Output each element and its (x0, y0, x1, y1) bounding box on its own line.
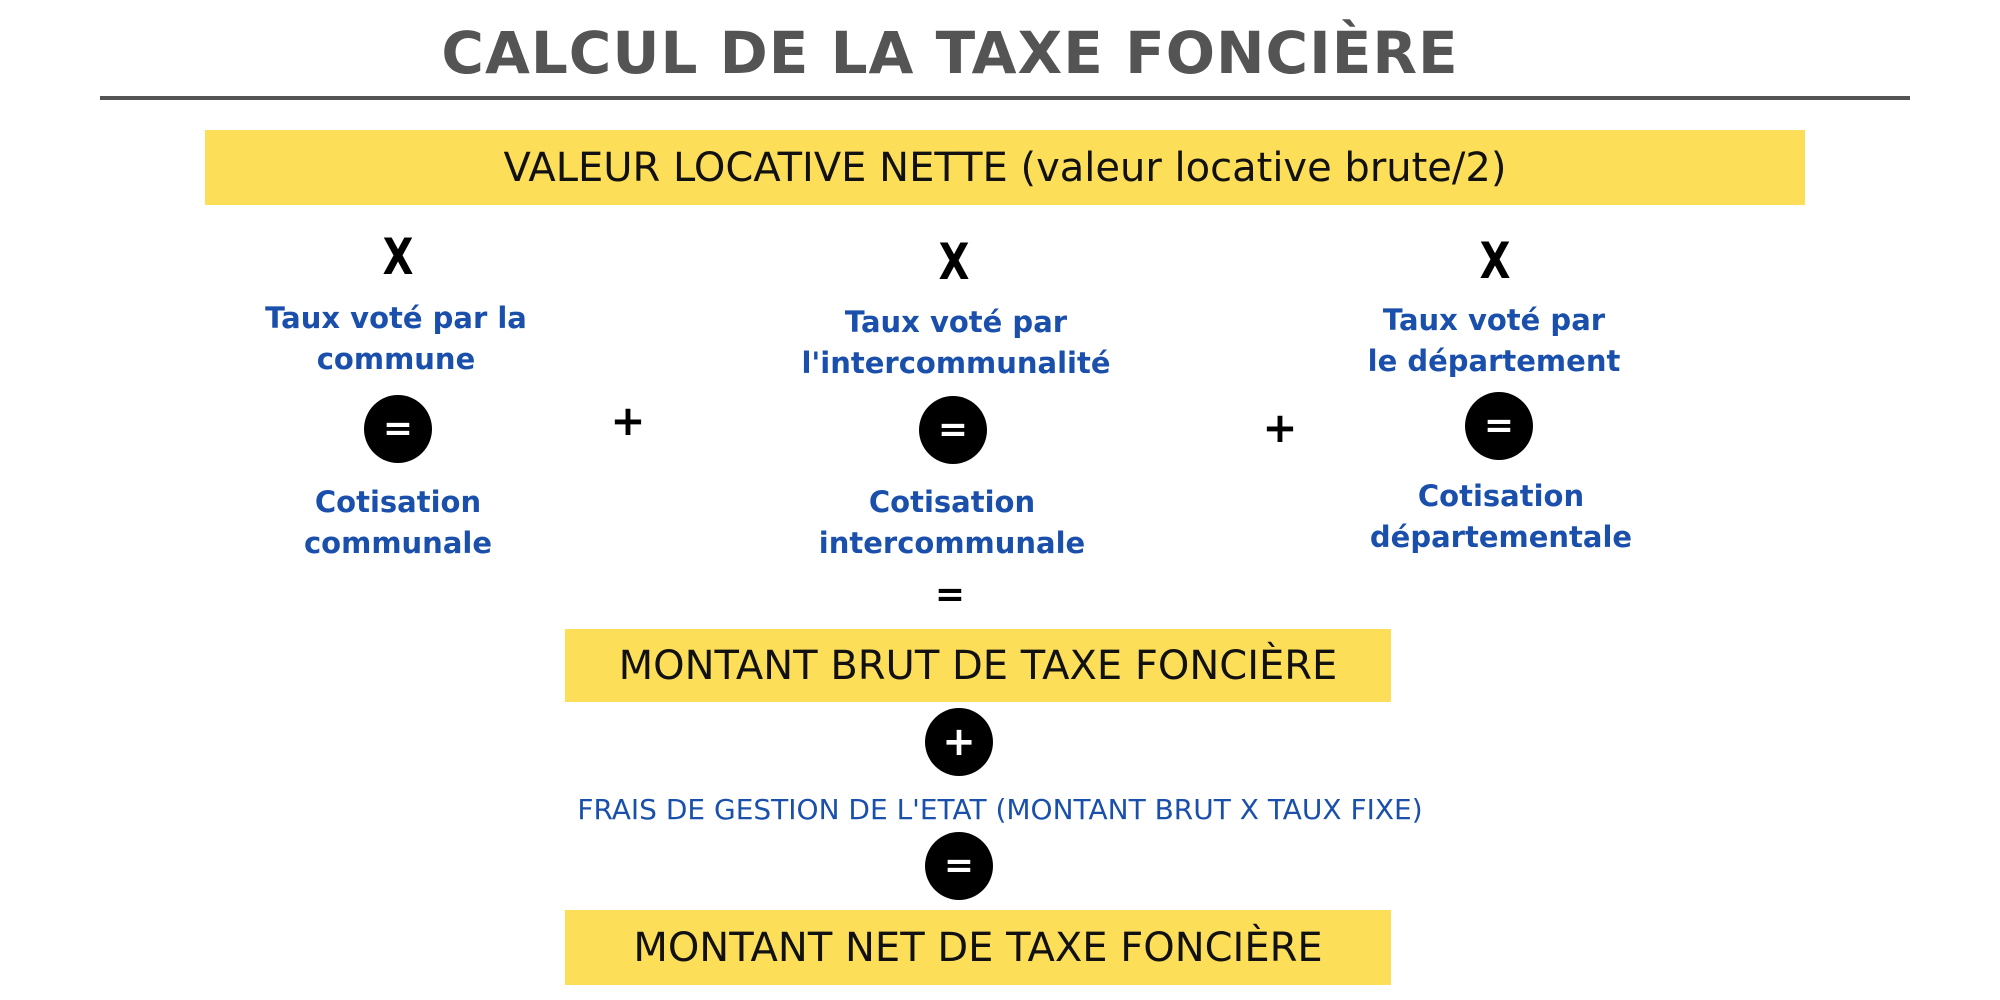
rate-departement-label (1294, 300, 1694, 382)
cotisation-departementale-line2: départementale (1369, 520, 1633, 554)
valeur-locative-nette-label: VALEUR LOCATIVE NETTE (valeur locative brute/2) (503, 144, 1507, 191)
rate-departement-line2: le département (1367, 344, 1621, 378)
equals-sign-total: = (934, 574, 966, 615)
cotisation-communale-line1: Cotisation (314, 485, 482, 519)
multiply-sign-intercommunalite: X (938, 233, 970, 291)
equals-icon: = (382, 408, 414, 449)
plus-circle (925, 708, 993, 776)
rate-commune-line2: commune (316, 342, 476, 376)
multiply-sign-commune: X (382, 228, 414, 286)
title-divider (100, 96, 1910, 100)
rate-intercommunalite-label (756, 302, 1156, 384)
cotisation-intercommunale-line1: Cotisation (868, 485, 1036, 519)
cotisation-intercommunale-label (752, 482, 1152, 564)
montant-brut-label: MONTANT BRUT DE TAXE FONCIÈRE (618, 642, 1338, 689)
multiply-sign-departement: X (1479, 232, 1511, 290)
frais-de-gestion-label: FRAIS DE GESTION DE L'ETAT (MONTANT BRUT X TAUX FIXE) (577, 793, 1423, 826)
plus-sign-2: + (1262, 403, 1298, 452)
equals-icon: = (937, 409, 969, 450)
cotisation-departementale-label (1301, 476, 1701, 558)
cotisation-departementale-line1: Cotisation (1417, 479, 1585, 513)
montant-brut-box (565, 629, 1391, 702)
equals-circle-intercommunalite (919, 396, 987, 464)
valeur-locative-nette-box (205, 130, 1805, 205)
equals-circle-commune (364, 395, 432, 463)
cotisation-communale-line2: communale (303, 526, 493, 560)
page-title: CALCUL DE LA TAXE FONCIÈRE (441, 19, 1459, 87)
rate-commune-label (196, 298, 596, 380)
cotisation-intercommunale-line2: intercommunale (818, 526, 1086, 560)
rate-departement-line1: Taux voté par (1382, 303, 1606, 337)
plus-sign-1: + (610, 396, 646, 445)
montant-net-label: MONTANT NET DE TAXE FONCIÈRE (633, 924, 1323, 971)
rate-intercommunalite-line1: Taux voté par (844, 305, 1068, 339)
plus-icon: + (942, 719, 976, 765)
equals-icon: = (1483, 405, 1515, 446)
equals-circle-departement (1465, 392, 1533, 460)
cotisation-communale-label (198, 482, 598, 564)
rate-commune-line1: Taux voté par la (265, 301, 527, 335)
equals-icon: = (943, 845, 975, 886)
montant-net-box (565, 910, 1391, 985)
rate-intercommunalite-line2: l'intercommunalité (801, 346, 1111, 380)
equals-circle-net (925, 832, 993, 900)
